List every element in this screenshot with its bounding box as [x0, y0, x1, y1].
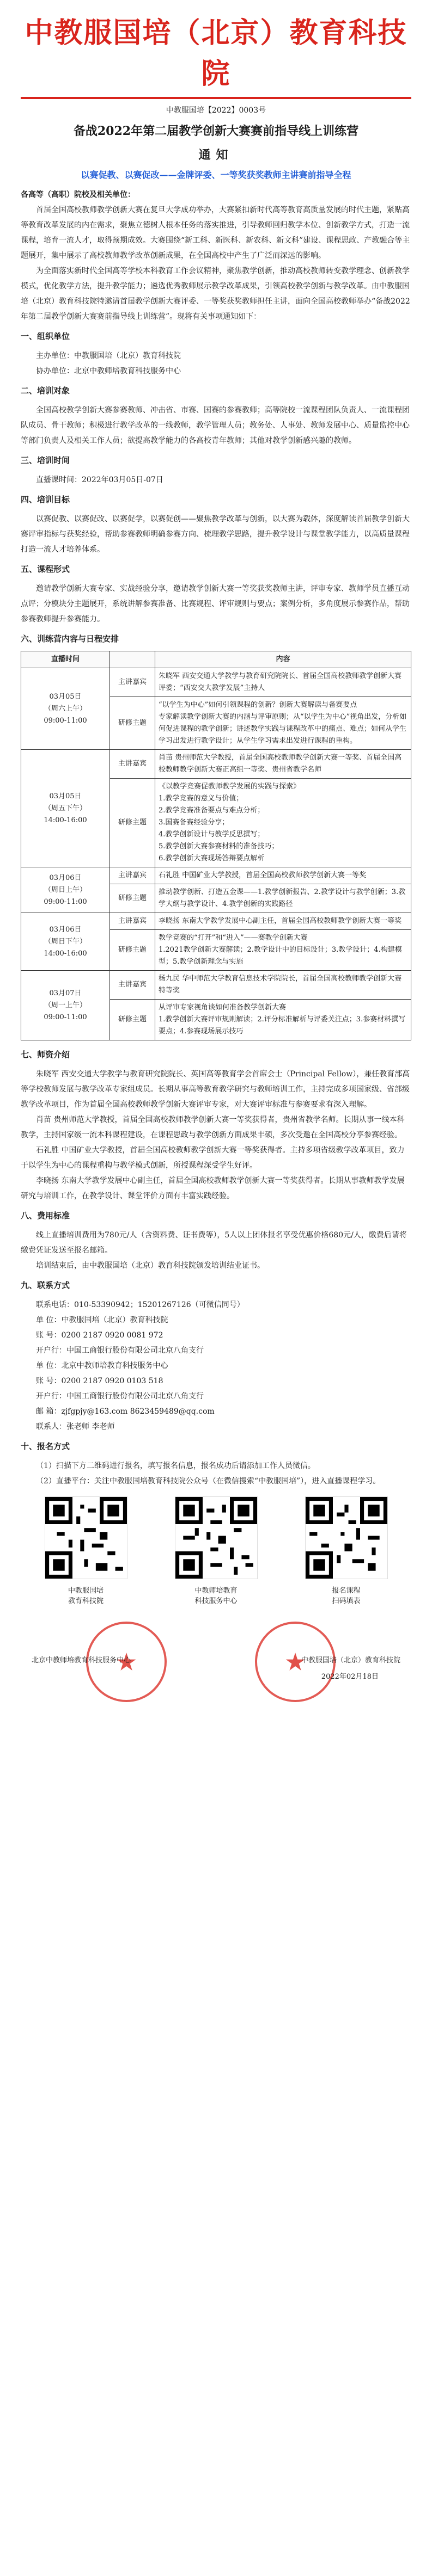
- role-speaker: 主讲嘉宾: [110, 971, 155, 1000]
- role-speaker: 主讲嘉宾: [110, 867, 155, 884]
- speaker-info: 石礼胜 中国矿业大学教授，首届全国高校教师教学创新大赛一等奖: [155, 867, 411, 884]
- schedule-time: 03月05日 （周五下午） 14:00-16:00: [21, 750, 110, 867]
- account1-unit: 单 位：中教服国培（北京）教育科技院: [36, 1316, 168, 1324]
- section-3-title: 三、培训时间: [21, 455, 70, 465]
- seal-star-icon: ★: [285, 1649, 305, 1675]
- notice-heading: 通知: [198, 148, 234, 162]
- fee-text: 线上直播培训费用为780元/人（含资料费、证书费等），5人以上团体报名享受优惠价格680元/人，缴费后请将缴费凭证发送至报名邮箱。: [21, 1231, 407, 1255]
- account1-bank: 开户行：中国工商银行股份有限公司北京八角支行: [36, 1346, 204, 1355]
- schedule-row: [21, 971, 411, 1000]
- signup-step-2: （2）直播平台：关注中教服国培教育科技院公众号（在微信搜索“中教服国培”），进入直播课程学习。: [36, 1477, 381, 1486]
- schedule-table: [21, 651, 411, 1040]
- doc-number: 中教服国培【2022】0003号: [166, 106, 266, 115]
- section-5-title: 五、课程形式: [21, 564, 70, 574]
- topic-content: 《以教学竞赛促教师教学发展的实践与探索》 1.教学竞赛的意义与价值； 2.教学竞赛准备要点与难点分析； 3.国赛备赛经验分享； 4.教学创新设计与教学反思撰写； 5.教学创新大赛参赛材料的准备技巧； 6.教学创新大赛现场答辩要点解析: [155, 779, 411, 867]
- qr-code-icon[interactable]: [305, 1496, 388, 1579]
- intro-paragraph-2: 为全面落实新时代全国高等学校本科教育工作会议精神，聚焦教学创新，推动高校教师转变教学理念、创新教学模式，优化教学方法，提升教学能力；遴选优秀教师展示教学改革成果，引领高校教学创新与教学改革。由中教服国培（北京）教育科技院特邀请首届教学创新大赛评委、一等奖获奖教师担任主讲，面向全国高校教师举办“备战2022年第二届教学创新大赛赛前指导线上训练营”。现将有关事项通知如下：: [21, 267, 410, 321]
- section-6-title: 六、训练营内容与日程安排: [21, 634, 119, 644]
- schedule-header-time: 直播时间: [21, 651, 110, 668]
- speaker-info: 李晓扬 东南大学教学发展中心副主任，首届全国高校教师教学创新大赛一等奖: [155, 913, 411, 930]
- schedule-row: [21, 668, 411, 697]
- schedule-header-role: [110, 651, 155, 668]
- signature-date: 2022年02月18日: [321, 1673, 379, 1681]
- bio-2: 肖苗 贵州师范大学教授，首届全国高校教师教学创新大赛一等奖获得者，贵州省教学名师。长期从事一线本科教学，主持国家级一流本科课程建设，在课程思政与教学创新方面成果丰硕，多次受邀在全国高校分享参赛经验。: [21, 1116, 405, 1139]
- bio-3: 石礼胜 中国矿业大学教授，首届全国高校教师教学创新大赛一等奖获得者。主持多项省级教学改革项目，致力于以学生为中心的课程重构与教学模式创新，所授课程深受学生好评。: [21, 1146, 405, 1170]
- co-organizer: 协办单位：北京中教师培教育科技服务中心: [36, 367, 181, 375]
- doc-title: 备战2022年第二届教学创新大赛赛前指导线上训练营: [73, 124, 359, 138]
- role-speaker: 主讲嘉宾: [110, 913, 155, 930]
- role-topic: 研修主题: [110, 930, 155, 971]
- account1-number: 账 号：0200 2187 0920 0081 972: [36, 1331, 163, 1340]
- qr-label-2: 中教师培教育 科技服务中心: [194, 1587, 238, 1605]
- topic-content: 从评审专家视角谈如何准备教学创新大赛 1.教学创新大赛评审规则解读；2.评分标准解析与评委关注点；3.参赛材料撰写要点；4.参赛现场展示技巧: [155, 1000, 411, 1040]
- qr-code-row: [21, 1496, 411, 1605]
- schedule-row: [21, 913, 411, 930]
- signature-right: 中教服国培（北京）教育科技院: [301, 1656, 400, 1665]
- schedule-time: 03月05日 （周六上午） 09:00-11:00: [21, 668, 110, 750]
- cert-text: 培训结束后，由中教服国培（北京）教育科技院颁发培训结业证书。: [36, 1261, 265, 1270]
- speaker-info: 朱晓军 西安交通大学教学与教育研究院院长、首届全国高校教师教学创新大赛评委；“西安交大教学发展”主持人: [155, 668, 411, 697]
- bio-1: 朱晓军 西安交通大学教学与教育研究院院长、英国高等教育学会首席会士（Principal Fellow），兼任教育部高等学校教师发展与教学改革专家组成员。长期从事高等教育教学研究与教师培训工作，主持完成多项国家级、省部级教学改革项目，作为首届全国高校教师教学创新大赛评审专家，对大赛评审标准与参赛要求有深入理解。: [21, 1070, 410, 1109]
- contact-person: 联系人：张老师 李老师: [36, 1422, 115, 1431]
- section-9-title: 九、联系方式: [21, 1280, 70, 1290]
- section-4-title: 四、培训目标: [21, 495, 70, 504]
- bio-4: 李晓扬 东南大学教学发展中心副主任，首届全国高校教师教学创新大赛一等奖获得者。长期从事教师教学发展研究与培训工作，在教学设计、课堂评价方面有丰富实践经验。: [21, 1176, 405, 1200]
- account2-unit: 单 位：北京中教师培教育科技服务中心: [36, 1361, 168, 1370]
- qr-label-3: 报名课程 扫码填表: [332, 1587, 361, 1605]
- section-8-title: 八、费用标准: [21, 1211, 70, 1221]
- topic-content: 推动教学创新、打造五金课——1.教学创新报告、2.教学设计与教学创新；3.教学大纲与教学设计、4.教学创新的实践路径: [155, 884, 411, 913]
- role-topic: 研修主题: [110, 697, 155, 750]
- schedule-header-content: 内容: [155, 651, 411, 668]
- topic-content: “以学生为中心”如何引领课程的创新？创新大赛解读与备赛要点 专家解读教学创新大赛的内涵与评审原则；从“以学生为中心”视角出发，分析如何促进课程的教学创新；讲述教学实践与课程改革中的痛点、难点；如何从学生学习出发进行教学设计；从学生学习需求出发进行课程的重构。: [155, 697, 411, 750]
- letterhead: [21, 0, 411, 91]
- qr-label-1: 中教服国培 教育科技院: [68, 1587, 104, 1605]
- role-speaker: 主讲嘉宾: [110, 750, 155, 779]
- schedule-row: [21, 867, 411, 884]
- topic-content: 教学竞赛的“打开”和“进入”——赛教学创新大赛 1.2021教学创新大赛解读；2.教学设计中的目标设计；3.教学设计；4.构建模型；5.教学创新理念与实施: [155, 930, 411, 971]
- section-4-text: 以赛促教、以赛促改、以赛促学，以赛促创——聚焦教学改革与创新，以大赛为载体，深度解读首届教学创新大赛评审指标与获奖经验，帮助参赛教师明确参赛方向、梳理教学思路，提升教学设计与课堂教学能力，以高质量课程打造一流人才培养体系。: [21, 515, 410, 554]
- contact-email: 邮 箱：zjfgpjy@163.com 8623459489@qq.com: [36, 1407, 215, 1416]
- section-2-text: 全国高校教学创新大赛参赛教师、冲击省、市赛、国赛的参赛教师；高等院校一流课程团队负责人、一流课程团队成员、骨干教师；积极进行教学改革的一线教师，教学管理人员；教务处、人事处、教师发展中心、质量监控中心等部门负责人及相关工作人员；欲提高教学能力的各高校青年教师；其他对教学创新感兴趣的教师。: [21, 406, 410, 445]
- section-7-title: 七、师资介绍: [21, 1050, 70, 1059]
- red-divider: [21, 97, 411, 99]
- section-3-text: 直播课时间：2022年03月05日-07日: [36, 476, 163, 484]
- qr-code-icon[interactable]: [175, 1496, 258, 1579]
- speaker-info: 杨九民 华中师范大学教育信息技术学院院长，首届全国高校教师教学创新大赛特等奖: [155, 971, 411, 1000]
- slogan: 以赛促教、以赛促改——金牌评委、一等奖获奖教师主讲赛前指导全程: [81, 170, 351, 180]
- seal-star-icon: ★: [117, 1649, 136, 1675]
- schedule-row: [21, 750, 411, 779]
- role-topic: 研修主题: [110, 1000, 155, 1040]
- contact-phone: 联系电话：010-53390942；15201267126（可微信同号）: [36, 1301, 245, 1309]
- qr-box-3: [305, 1496, 388, 1605]
- recipients: 各高等（高职）院校及相关单位：: [21, 190, 135, 199]
- section-2-title: 二、培训对象: [21, 386, 70, 396]
- role-speaker: 主讲嘉宾: [110, 668, 155, 697]
- role-topic: 研修主题: [110, 884, 155, 913]
- schedule-time: 03月06日 （周日下午） 14:00-16:00: [21, 913, 110, 971]
- organizer: 主办单位：中教服国培（北京）教育科技院: [36, 352, 181, 360]
- schedule-time: 03月07日 （周一上午） 09:00-11:00: [21, 971, 110, 1040]
- account2-bank: 开户行：中国工商银行股份有限公司北京八角支行: [36, 1392, 204, 1401]
- role-topic: 研修主题: [110, 779, 155, 867]
- section-5-text: 邀请教学创新大赛专家、实战经验分享，邀请教学创新大赛一等奖获奖教师主讲，评审专家、教师学员直播互动点评；分模块分主题展开，系统讲解参赛准备、比赛规程、评审规则与要点；案例分析，多角度展示参赛作品，帮助参赛教师提升参赛能力。: [21, 584, 410, 624]
- signatures: [21, 1654, 411, 1665]
- schedule-time: 03月06日 （周日上午） 09:00-11:00: [21, 867, 110, 913]
- signup-step-1: （1）扫描下方二维码进行报名，填写报名信息，报名成功后请添加工作人员微信。: [36, 1462, 315, 1470]
- footer: [21, 1616, 411, 1714]
- intro-paragraph-1: 首届全国高校教师教学创新大赛在复旦大学成功举办，大赛紧扣新时代高等教育高质量发展的时代主题，紧贴高等教育改革发展的内在需求，聚焦立德树人根本任务的落实推进，引导教师回归教学本位、创新教学方式，打造一流课程，培育一流人才，取得预期成效。大赛围绕“新工科、新医科、新农科、新文科”建设、课程思政、产教融合等主题展开，集中展示了高校教师教学改革创新成果，在全国高校中产生了广泛而深远的影响。: [21, 206, 410, 260]
- section-10-title: 十、报名方式: [21, 1441, 70, 1451]
- qr-box-2: [175, 1496, 258, 1605]
- speaker-info: 肖苗 贵州师范大学教授，首届全国高校教师教学创新大赛一等奖、首届全国高校教师教学创新大赛正高组一等奖、贵州省教学名师: [155, 750, 411, 779]
- account2-number: 账 号：0200 2187 0920 0103 518: [36, 1377, 163, 1385]
- org-name: 中教服国培（北京）教育科技院: [25, 16, 407, 90]
- qr-box-1: [45, 1496, 127, 1605]
- section-1-title: 一、组织单位: [21, 331, 70, 341]
- signature-left: 北京中教师培教育科技服务中心: [32, 1656, 131, 1665]
- qr-code-icon[interactable]: [45, 1496, 127, 1579]
